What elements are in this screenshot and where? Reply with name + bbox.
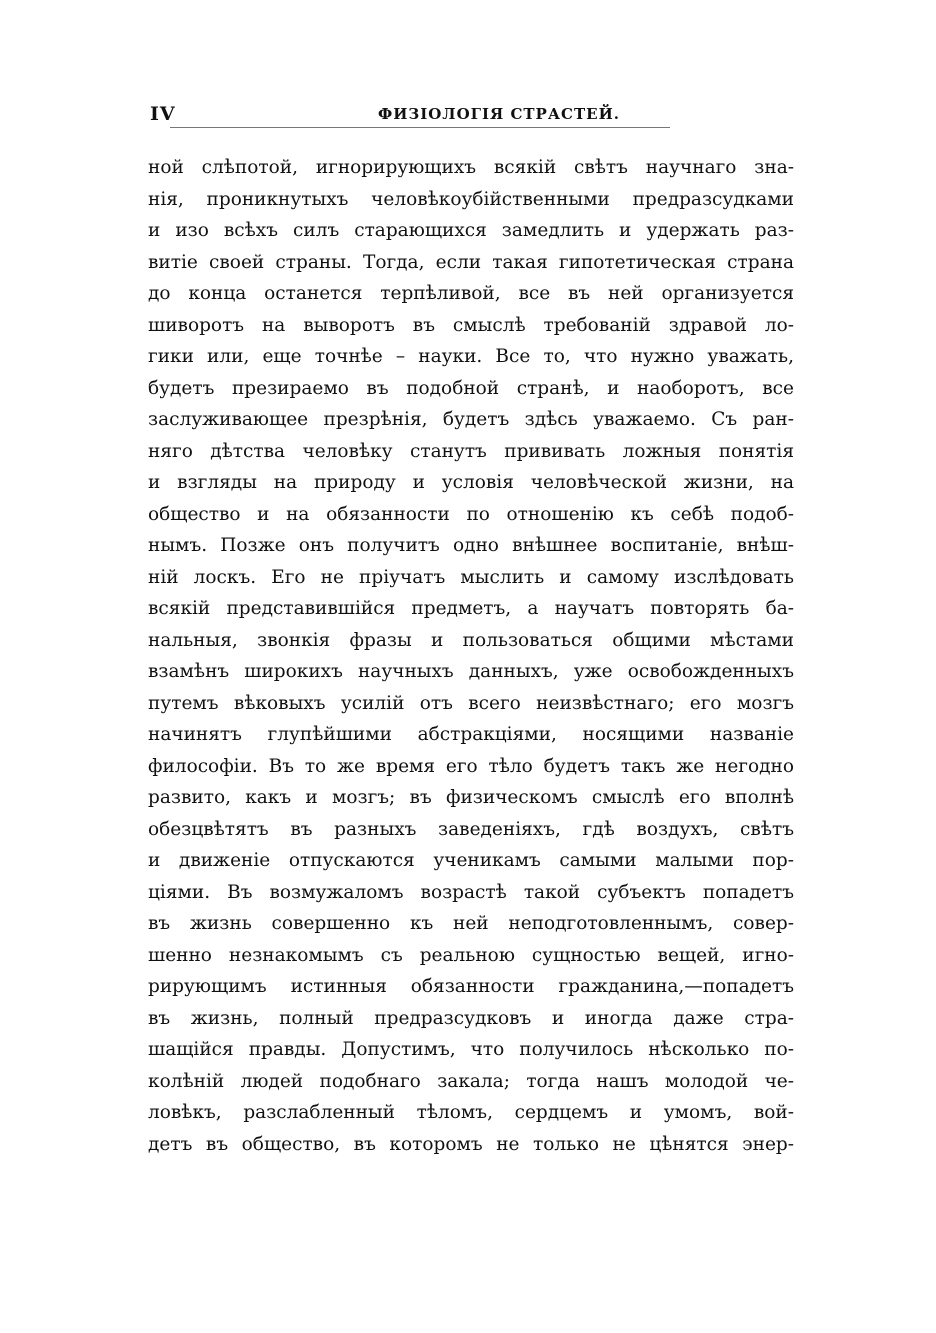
text-line: нія, проникнутыхъ человѣкоубійственными предразсудками <box>148 188 794 210</box>
header-rule <box>170 127 670 128</box>
text-line: общество и на обязанности по отношенію къ себѣ подоб- <box>148 503 794 525</box>
text-line: до конца останется терпѣливой, все въ ней организуется <box>148 283 794 304</box>
text-line: начинятъ глупѣйшими абстракціями, носящими названіе <box>148 724 794 745</box>
page-header <box>150 103 800 131</box>
text-line: няго дѣтства человѣку станутъ прививать ложныя понятія <box>148 440 794 462</box>
text-line: шенно незнакомымъ съ реальною сущностью вещей, игно- <box>148 944 794 966</box>
page-number: IV <box>150 103 176 125</box>
text-line: и изо всѣхъ силъ старающихся замедлить и удержать раз- <box>148 220 794 241</box>
text-line: въ жизнь, полный предразсудковъ и иногда даже стра- <box>148 1007 794 1029</box>
text-line: философіи. Въ то же время его тѣло будетъ такъ же негодно <box>148 755 794 777</box>
running-title: ФИЗІОЛОГІЯ СТРАСТЕЙ. <box>378 105 620 123</box>
text-line: детъ въ общество, въ которомъ не только не цѣнятся энер- <box>148 1133 794 1155</box>
text-line: рирующимъ истинныя обязанности гражданина,—попадетъ <box>148 976 794 997</box>
body-text <box>148 152 794 1160</box>
text-line: и движеніе отпускаются ученикамъ самыми малыми пор- <box>148 850 794 871</box>
text-line: обезцвѣтятъ въ разныхъ заведеніяхъ, гдѣ воздухъ, свѣтъ <box>148 818 794 840</box>
text-line: въ жизнь совершенно къ ней неподготовленнымъ, совер- <box>148 913 794 934</box>
text-line: шащійся правды. Допустимъ, что получилось нѣсколько по- <box>148 1039 794 1060</box>
text-line: нымъ. Позже онъ получитъ одно внѣшнее воспитаніе, внѣш- <box>148 535 794 556</box>
text-line: ціями. Въ возмужаломъ возрастѣ такой субъектъ попадетъ <box>148 881 794 903</box>
text-line: будетъ презираемо въ подобной странѣ, и наоборотъ, все <box>148 377 794 399</box>
text-line: ловѣкъ, разслабленный тѣломъ, сердцемъ и умомъ, вой- <box>148 1102 794 1123</box>
text-line: ной слѣпотой, игнорирующихъ всякій свѣтъ научнаго зна- <box>148 157 794 178</box>
text-line: гики или, еще точнѣе – науки. Все то, что нужно уважать, <box>148 346 794 367</box>
text-line: витіе своей страны. Тогда, если такая гипотетическая страна <box>148 251 794 273</box>
text-line: нальныя, звонкія фразы и пользоваться общими мѣстами <box>148 629 794 651</box>
text-line: и взгляды на природу и условія человѣческой жизни, на <box>148 472 794 493</box>
text-line: колѣній людей подобнаго закала; тогда нашъ молодой че- <box>148 1070 794 1092</box>
text-line: ній лоскъ. Его не пріучатъ мыслить и самому изслѣдовать <box>148 566 794 588</box>
text-line: всякій представившійся предметъ, а научатъ повторять ба- <box>148 598 794 619</box>
text-line: заслуживающее презрѣнія, будетъ здѣсь уважаемо. Съ ран- <box>148 409 794 430</box>
text-line: развито, какъ и мозгъ; въ физическомъ смыслѣ его вполнѣ <box>148 787 794 808</box>
text-line: путемъ вѣковыхъ усилій отъ всего неизвѣстнаго; его мозгъ <box>148 692 794 714</box>
text-line: шиворотъ на выворотъ въ смыслѣ требованій здравой ло- <box>148 314 794 336</box>
text-line: взамѣнъ широкихъ научныхъ данныхъ, уже освобожденныхъ <box>148 661 794 682</box>
